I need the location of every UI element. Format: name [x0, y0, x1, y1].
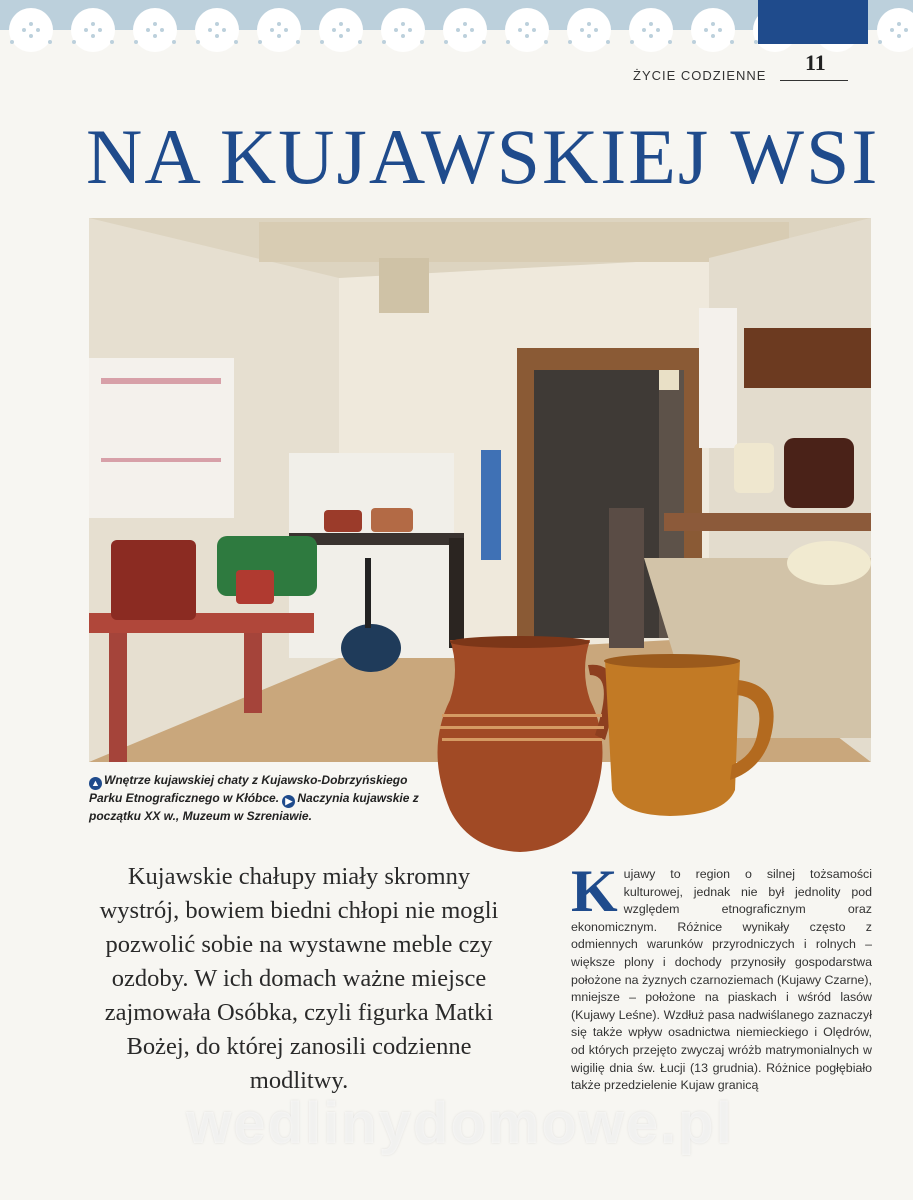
article-title: NA KUJAWSKIEJ WSI [86, 113, 880, 200]
lead-paragraph [89, 860, 509, 1098]
header-accent-block [758, 0, 868, 44]
lead-text: Kujawskie chałupy miały skromny wystrój, bowiem biedni chłopi nie mogli pozwolić sobie na wystawne meble czy ozdoby. W ich domach ważne miejsce zajmowała Osóbka, czyli figurka Matki Bożej, do której zanosili codzienne modlitwy. [99, 863, 499, 1094]
pottery-jugs [430, 630, 790, 860]
watermark: wedlinydomowe.pl [186, 1091, 734, 1156]
photo-caption [89, 772, 429, 825]
caption-arrow-icon: ▲ [89, 777, 102, 790]
body-column [571, 858, 872, 1095]
body-text: ujawy to region o silnej tożsamości kulturowej, jednak nie był jednolity pod względem etnograficznym oraz ekonomicznym. Różnice wynikały często z odmiennych warunków przyrodniczych i rolnych – większe plony i dochody przynosiły gospodarstwa położone na żyznych czarnoziemach (Kujawy Czarne), mniejsze – położone na piaskach i wśród lasów (Kujawy Leśne). Wzdłuż pasa nadwiślanego zaznaczył się także wpływ osadnictwa niemieckiego i Olędrów, od których przejęto zwyczaj wróżb matrymonialnych w wigilię dnia św. Łucji (13 grudnia). Różnice pogłębiało także przedzielenie Kujaw granicą [571, 867, 872, 1093]
caption-arrow-right-icon: ▶ [282, 795, 295, 808]
drop-cap: K [571, 858, 618, 924]
section-label: ŻYCIE CODZIENNE [633, 68, 767, 83]
page-number-rule [780, 80, 848, 81]
page-number: 11 [805, 50, 826, 75]
caption-text-pottery: Naczynia kujawskie z początku XX w., Muzeum w Szreniawie. [89, 791, 419, 823]
caption-text-interior: Wnętrze kujawskiej chaty z Kujawsko-Dobrzyńskiego Parku Etnograficznego w Kłóbce. [89, 773, 408, 805]
